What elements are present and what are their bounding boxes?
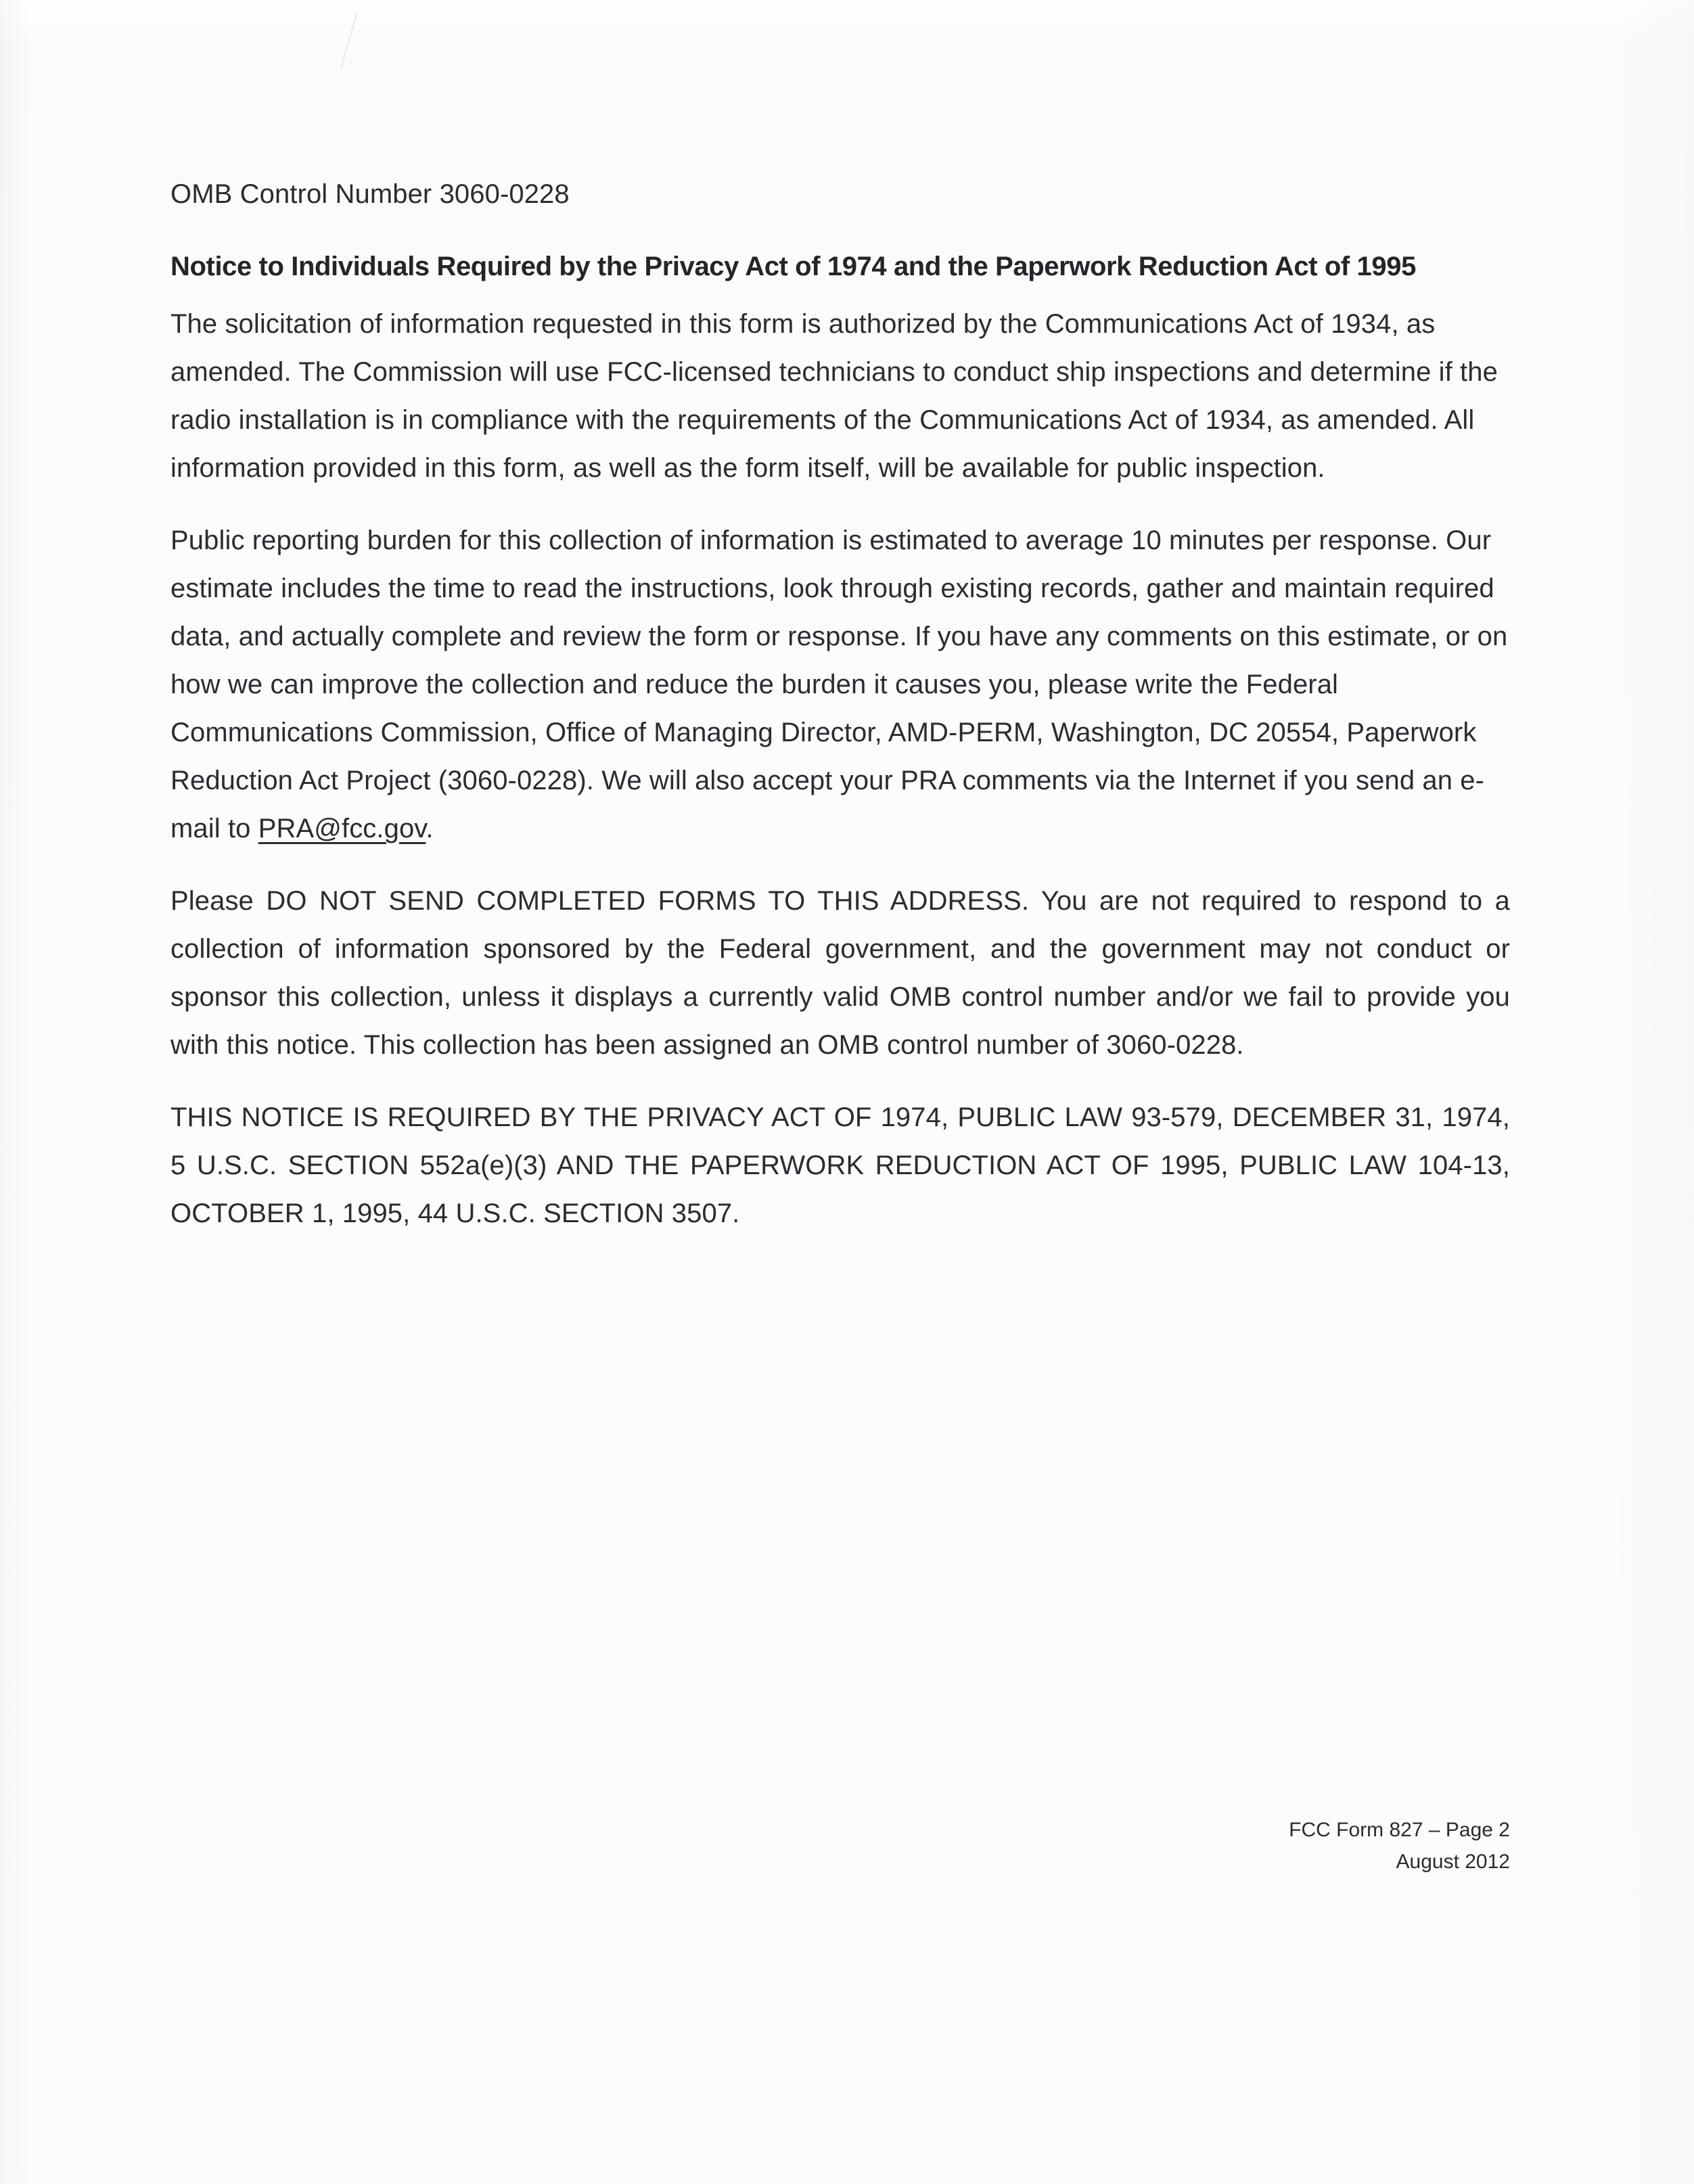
page-footer bbox=[1289, 1814, 1510, 1878]
footer-date: August 2012 bbox=[1396, 1851, 1510, 1873]
omb-control-number: OMB Control Number 3060-0228 bbox=[170, 179, 570, 209]
paragraph-privacy-act-notice: THIS NOTICE IS REQUIRED BY THE PRIVACY ACT OF 1974, PUBLIC LAW 93-579, DECEMBER 31, 1974, 5 U.S.C. SECTION 552a(e)(3) AND THE PAPERWORK REDUCTION ACT OF 1995, PUBLIC LAW 104-13, OCTOBER 1, 1995, 44 U.S.C. SECTION 3507. bbox=[170, 1102, 1510, 1228]
notice-title: Notice to Individuals Required by the Privacy Act of 1974 and the Paperwork Reduction Act of 1995 bbox=[170, 252, 1416, 281]
reporting-burden-text: Public reporting burden for this collection of information is estimated to average 10 minutes per response. Our estimate includes the time to read the instructions, look through existing records, gather and maintain required data, and actually complete and review the form or response. If you have any comments on this estimate, or on how we can improve the collection and reduce the burden it causes you, please write the Federal Communications Commission, Office of Managing Director, AMD-PERM, Washington, DC 20554, Paperwork Reduction Act Project (3060-0228). We will also accept your PRA comments via the Internet if you send an e-mail to bbox=[170, 526, 1508, 843]
footer-form-page: FCC Form 827 – Page 2 bbox=[1289, 1819, 1510, 1841]
paragraph-reporting-burden bbox=[170, 517, 1510, 853]
document-content bbox=[170, 170, 1510, 1238]
paragraph-address-warning: Please DO NOT SEND COMPLETED FORMS TO THIS ADDRESS. You are not required to respond to a collection of information sponsored by the Federal government, and the government may not conduct or sponsor this collection, unless it displays a currently valid OMB control number and/or we fail to provide you with this notice. This collection has been assigned an OMB control number of 3060-0228. bbox=[170, 886, 1510, 1060]
scan-crease-artifact bbox=[340, 11, 358, 68]
reporting-burden-period: . bbox=[426, 814, 434, 843]
paragraph-authorization: The solicitation of information requested in this form is authorized by the Communications Act of 1934, as amended. The Commission will use FCC-licensed technicians to conduct ship inspections and determine if the radio installation is in compliance with the requirements of the Communications Act of 1934, as amended. All information provided in this form, as well as the form itself, will be available for public inspection. bbox=[170, 309, 1498, 483]
pra-email-link[interactable]: PRA@fcc.gov bbox=[258, 814, 426, 843]
